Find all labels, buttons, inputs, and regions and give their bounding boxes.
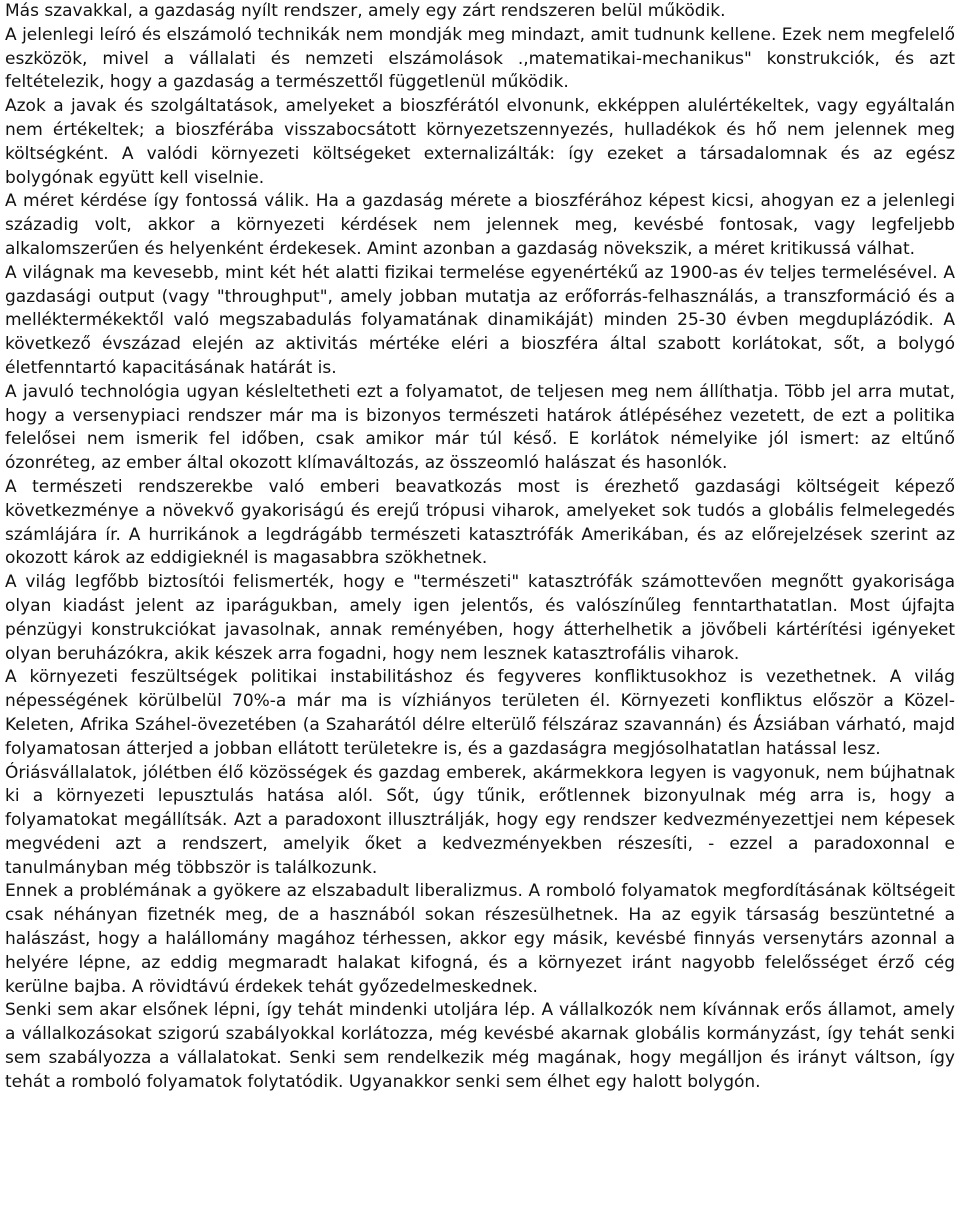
- paragraph-accounting-techniques: A jelenlegi leíró és elszámoló technikák nem mondják meg mindazt, amit tudnunk kellene. Ezek nem megfelelő eszközök, mivel a vállalati és nemzeti elszámolások .,matematikai-mechanikus" konstrukciók, és azt feltételezik, hogy a gazdaság a természettől függetlenül működik.: [5, 24, 955, 93]
- paragraph-liberalism-root: Ennek a problémának a gyökere az elszabadult liberalizmus. A romboló folyamatok megfordításának költségeit csak néhányan fizetnék meg, de a hasznából sokan részesülhetnek. Ha az egyik társaság beszüntetné a halászást, hogy a halállomány magához térhessen, akkor egy másik, kevésbé finnyás versenytárs azonnal a helyére lépne, az eddig megmaradt halakat kifogná, és a környezet iránt nagyobb felelősséget érző cég kerülne bajba. A rövidtávú érdekek tehát győzedelmeskednek.: [5, 881, 955, 997]
- paragraph-world-output: A világnak ma kevesebb, mint két hét alatti fizikai termelése egyenértékű az 1900-as év teljes termelésével. A gazdasági output (vagy "throughput", amely jobban mutatja az erőforrás-felhasználás, a transzformáció és a melléktermékektől való megszabadulás folyamatának dinamikáját) minden 25-30 évben megduplázódik. A következő évszázad elején az aktivitás mértéke eléri a bioszféra által szabott korlátokat, sőt, a bolygó életfenntartó kapacitásának határát is.: [5, 262, 955, 378]
- paragraph-insurers: A világ legfőbb biztosítói felismerték, hogy e "természeti" katasztrófák számottevően megnőtt gyakorisága olyan kiadást jelent az iparágukban, amely igen jelentős, és valószínűleg fenntarthatatlan. Most újfajta pénzügyi konstrukciókat javasolnak, annak reményében, hogy átterhelhetik a jövőbeli kártérítési igényeket olyan beruházókra, akik készek arra fogadni, hogy nem lesznek katasztrofális viharok.: [5, 572, 955, 664]
- paragraph-scale-question: A méret kérdése így fontossá válik. Ha a gazdaság mérete a bioszférához képest kicsi, ahogyan ez a jelenlegi századig volt, akkor a környezeti kérdések nem jelennek meg, kevésbé fontosak, vagy legfeljebb alkalomszerűen és helyenként érdekesek. Amint azonban a gazdaság növekszik, a méret kritikussá válhat.: [5, 191, 955, 259]
- paragraph-corporations-paradox: Óriásvállalatok, jólétben élő közösségek és gazdag emberek, akármekkora legyen is vagyonuk, nem bújhatnak ki a környezeti lepusztulás hatása alól. Sőt, úgy tűnik, erőtlennek bizonyulnak még arra is, hogy a folyamatokat megállítsák. Azt a paradoxont illusztrálják, hogy egy rendszer kedvezményezettjei nem képesek megvédeni azt a rendszert, amelyik őket a kedvezményekben részesíti, - ezzel a paradoxonnal e tanulmányban még többször is találkozunk.: [5, 762, 955, 878]
- paragraph-nobody-first: Senki sem akar elsőnek lépni, így tehát mindenki utoljára lép. A vállalkozók nem kívánnak erős államot, amely a vállalkozásokat szigorú szabályokkal korlátozza, még kevésbé akarnak globális kormányzást, így tehát senki sem szabályozza a vállalatokat. Senki sem rendelkezik még magának, hogy megálljon és irányt váltson, így tehát a romboló folyamatok folytatódik. Ugyanakkor senki sem élhet egy halott bolygón.: [5, 1000, 955, 1092]
- paragraph-technology-limits: A javuló technológia ugyan késleltetheti ezt a folyamatot, de teljesen meg nem állíthatja. Több jel arra mutat, hogy a versenypiaci rendszer már ma is bizonyos természeti határok átlépéséhez vezetett, de ezt a politika felelősei nem ismerik fel időben, csak amikor már túl késő. E korlátok némelyike jól ismert: az eltűnő ózonréteg, az ember által okozott klímaváltozás, az összeomló halászat és hasonlók.: [5, 381, 955, 474]
- paragraph-natural-systems: A természeti rendszerekbe való emberi beavatkozás most is érezhető gazdasági költségeit képező következménye a növekvő gyakoriságú és erejű trópusi viharok, amelyeket sok tudós a globális felmelegedés számlájára ír. A hurrikánok a legdrágább természeti katasztrófák Amerikában, és az előrejelzések szerint az okozott károk az eddigieknél is magasabbra szökhetnek.: [5, 476, 955, 569]
- paragraph-undervalued-goods: Azok a javak és szolgáltatások, amelyeket a bioszférától elvonunk, ekképpen alulértékeltek, vagy egyáltalán nem értékeltek; a bioszférába visszabocsátott környezetszennyezés, hulladékok és hő nem jelennek meg költségként. A valódi környezeti költségeket externalizálták: így ezeket a társadalomnak és az egész bolygónak együtt kell viselnie.: [5, 96, 955, 188]
- paragraph-environmental-tensions: A környezeti feszültségek politikai instabilitáshoz és fegyveres konfliktusokhoz is vezethetnek. A világ népességének körülbelül 70%-a már ma is vízhiányos területen él. Környezeti konfliktus először a Közel-Keleten, Afrika Száhel-övezetében (a Szaharától délre elterülő félszáraz szavannán) és Ázsiában várható, majd folyamatosan átterjed a jobban ellátott területekre is, és a gazdaságra megjósolhatatlan hatással lesz.: [5, 667, 955, 759]
- paragraph-open-system: Más szavakkal, a gazdaság nyílt rendszer, amely egy zárt rendszeren belül működik.: [5, 1, 726, 21]
